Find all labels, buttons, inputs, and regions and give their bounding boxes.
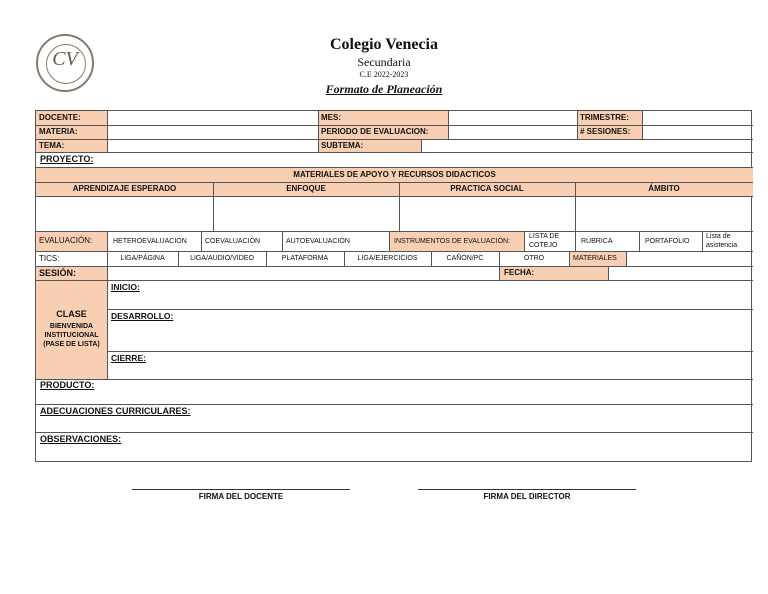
ambito-field[interactable]	[575, 196, 753, 231]
grid-line	[575, 231, 576, 251]
plataforma-option[interactable]: PLATAFORMA	[281, 255, 329, 262]
grid-line	[318, 111, 319, 152]
grid-line	[36, 152, 753, 153]
inicio-field[interactable]: INICIO:	[111, 282, 140, 292]
rubrica-option[interactable]: RÚBRICA	[581, 237, 613, 245]
grid-line	[36, 196, 753, 197]
school-logo	[36, 34, 94, 92]
grid-line	[107, 111, 108, 152]
grid-line	[639, 231, 640, 251]
grid-line	[36, 266, 753, 267]
mes-field[interactable]	[448, 111, 577, 125]
otro-option[interactable]: OTRO	[523, 255, 545, 262]
enfoque-field[interactable]	[213, 196, 399, 231]
grid-line	[282, 231, 283, 251]
grid-line	[499, 251, 500, 266]
grid-line	[36, 251, 753, 252]
grid-line	[36, 404, 753, 405]
grid-line	[642, 111, 643, 139]
grid-line	[499, 266, 500, 280]
tema-field[interactable]	[107, 139, 318, 152]
grid-line	[431, 251, 432, 266]
planning-form	[35, 110, 752, 462]
grid-line	[399, 182, 400, 231]
firma-docente-line	[132, 489, 350, 490]
docente-label: DOCENTE:	[36, 111, 107, 125]
firma-docente-label: FIRMA DEL DOCENTE	[198, 492, 284, 501]
grid-line	[448, 111, 449, 139]
grid-line	[107, 351, 753, 352]
practica-header: PRACTICA SOCIAL	[399, 182, 575, 196]
liga-ejercicios-option[interactable]: LIGA/EJERCICIOS	[357, 255, 418, 262]
trimestre-label: TRIMESTRE:	[577, 111, 642, 125]
observaciones-field[interactable]: OBSERVACIONES:	[40, 434, 122, 444]
grid-line	[626, 251, 627, 266]
liga-pagina-option[interactable]: LIGA/PÁGINA	[120, 255, 165, 262]
adecuaciones-field[interactable]: ADECUACIONES CURRICULARES:	[40, 406, 191, 416]
grid-line	[36, 167, 753, 168]
grid-line	[577, 111, 578, 139]
materiales-title: MATERIALES DE APOYO Y RECURSOS DIDACTICOS	[36, 167, 753, 182]
grid-line	[36, 139, 753, 140]
subtema-label: SUBTEMA:	[318, 139, 421, 152]
subtema-field[interactable]	[421, 139, 753, 152]
school-name: Colegio Venecia	[330, 36, 438, 53]
lista-cotejo-option[interactable]: LISTA DE COTEJO	[529, 232, 560, 249]
sesion-label: SESIÓN:	[36, 266, 107, 280]
materia-field[interactable]	[107, 125, 318, 139]
fecha-field[interactable]	[608, 266, 753, 280]
grid-line	[178, 251, 179, 266]
practica-field[interactable]	[399, 196, 575, 231]
producto-field[interactable]: PRODUCTO:	[40, 380, 95, 390]
materia-label: MATERIA:	[36, 125, 107, 139]
clase-block	[36, 280, 107, 379]
grid-line	[107, 309, 753, 310]
grid-line	[107, 251, 108, 266]
periodo-label: PERIODO DE EVALUACION:	[318, 125, 448, 139]
materiales-field[interactable]	[626, 251, 753, 266]
logo-monogram: CV	[52, 48, 78, 70]
grid-line	[575, 182, 576, 231]
grid-line	[266, 251, 267, 266]
lista-asistencia-option[interactable]: Lista de asistencia	[706, 232, 738, 249]
portafolio-option[interactable]: PORTAFOLIO	[645, 237, 690, 245]
docente-field[interactable]	[107, 111, 318, 125]
grid-line	[201, 231, 202, 251]
grid-line	[524, 231, 525, 251]
grid-line	[36, 432, 753, 433]
grid-line	[36, 280, 753, 281]
form-title: Formato de Planeación	[325, 82, 443, 96]
grid-line	[421, 139, 422, 152]
autoevaluacion-option[interactable]: AUTOEVALUACIÓN	[286, 237, 350, 245]
grid-line	[344, 251, 345, 266]
canon-pc-option[interactable]: CAÑÓN/PC	[446, 255, 484, 262]
grid-line	[107, 266, 108, 280]
sesiones-label: # SESIONES:	[577, 125, 642, 139]
ambito-header: ÁMBITO	[575, 182, 753, 196]
grid-line	[213, 182, 214, 231]
firma-director-line	[418, 489, 636, 490]
clase-subtitle: BIENVENIDA INSTITUCIONAL (PASE DE LISTA)	[43, 322, 100, 349]
firma-director-label: FIRMA DEL DIRECTOR	[483, 492, 571, 501]
proyecto-label[interactable]: PROYECTO:	[40, 154, 94, 164]
trimestre-field[interactable]	[642, 111, 753, 125]
grid-line	[389, 231, 390, 251]
enfoque-header: ENFOQUE	[213, 182, 399, 196]
tema-label: TEMA:	[36, 139, 107, 152]
grid-line	[36, 182, 753, 183]
mes-label: MES:	[318, 111, 448, 125]
evaluacion-label: EVALUACIÓN:	[36, 231, 107, 251]
desarrollo-field[interactable]: DESARROLLO:	[111, 311, 174, 321]
grid-line	[36, 125, 753, 126]
aprendizaje-header: APRENDIZAJE ESPERADO	[36, 182, 213, 196]
clase-title: CLASE	[56, 308, 87, 319]
sesion-field[interactable]	[107, 266, 499, 280]
grid-line	[36, 379, 753, 380]
sesiones-field[interactable]	[642, 125, 753, 139]
heteroevaluacion-option[interactable]: HETEROEVALUACIÓN	[113, 237, 187, 245]
grid-line	[36, 231, 753, 232]
school-level: Secundaria	[357, 55, 411, 69]
grid-line	[702, 231, 703, 251]
tics-label: TICS:	[39, 253, 60, 263]
grid-line	[569, 251, 570, 266]
coevaluacion-option[interactable]: COEVALUACIÓN	[205, 237, 261, 245]
liga-audio-video-option[interactable]: LIGA/AUDIO/VIDEO	[190, 255, 254, 262]
periodo-field[interactable]	[448, 125, 577, 139]
materiales-label: MATERIALES	[569, 251, 626, 266]
cierre-field[interactable]: CIERRE:	[111, 353, 146, 363]
grid-line	[107, 280, 108, 379]
grid-line	[107, 231, 108, 251]
grid-line	[608, 266, 609, 280]
aprendizaje-field[interactable]	[36, 196, 213, 231]
fecha-label: FECHA:	[499, 266, 608, 280]
instrumentos-label: INSTRUMENTOS DE EVALUACIÓN:	[389, 231, 524, 251]
school-cycle: C.E 2022-2023	[359, 70, 409, 79]
